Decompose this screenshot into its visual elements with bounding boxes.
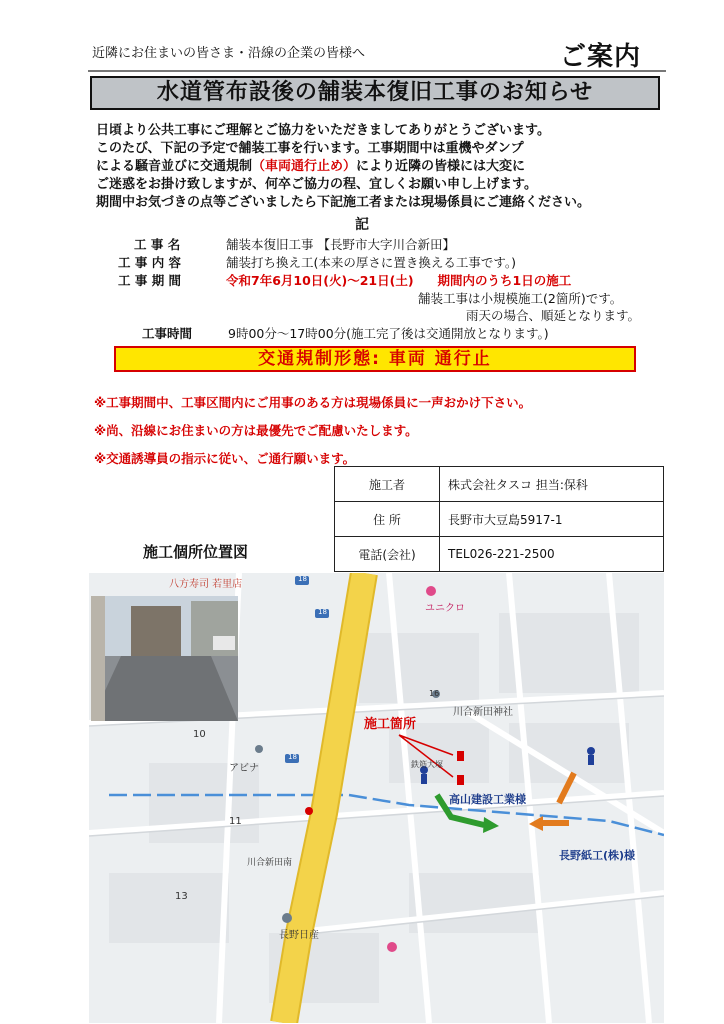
intro-line: 日頃より公共工事にご理解とご協力をいただきましてありがとうございます。: [96, 123, 550, 138]
poi-pin-icon: [387, 942, 397, 952]
detail-label: 工 事 名: [134, 237, 181, 252]
intro-line: [96, 158, 666, 176]
detail-name-row: [134, 235, 455, 253]
addressee-line: 近隣にお住まいの皆さま・沿線の企業の皆様へ: [92, 46, 366, 61]
intro-text: により近隣の皆様には大変に: [356, 159, 526, 174]
car-dealer-pin-icon: [282, 913, 292, 923]
map-number: 16: [429, 689, 440, 698]
traffic-closure-highlight: （車両通行止め）: [252, 159, 357, 174]
detail-content-row: [118, 253, 516, 271]
route-number: 18: [318, 608, 327, 616]
site-label: 施工箇所: [364, 717, 417, 732]
intro-paragraph: [96, 122, 666, 212]
traffic-guard-body: [588, 755, 594, 765]
contractor-value: 株式会社タスコ 担当:保科: [440, 467, 664, 502]
detail-value: 舗装本復旧工事 【長野市大字川合新田】: [226, 237, 455, 252]
contractor-table: [334, 466, 664, 572]
nagano-paper-label: 長野紙工(株)様: [559, 849, 636, 862]
period-sub-line: 雨天の場合、順延となります。: [466, 308, 641, 323]
poi-pin-icon: [255, 745, 263, 753]
detail-label: 工 事 内 容: [118, 255, 182, 270]
route-number: 18: [288, 753, 297, 761]
contractor-key: 施工者: [335, 467, 440, 502]
map-label: 川合新田神社: [453, 707, 513, 718]
detail-value: 9時00分～17時00分(施工完了後は交通開放となります。): [228, 326, 549, 341]
notice-item: ※工事期間中、工事区間内にご用事のある方は現場係員に一声おかけ下さい。: [94, 395, 532, 410]
uniqlo-pin-icon: [426, 586, 436, 596]
intro-line: このたび、下記の予定で舗装工事を行います。工事期間中は重機やダンプ: [96, 141, 524, 156]
intro-line: ご迷惑をお掛け致しますが、何卒ご協力の程、宜しくお願い申し上げます。: [96, 177, 537, 192]
detail-value: 舗装打ち換え工(本来の厚さに置き換える工事です。): [226, 255, 517, 270]
map-label: ユニクロ: [425, 603, 465, 614]
table-row: [335, 537, 664, 572]
map-label: アビナ: [229, 763, 259, 774]
intro-text: による騒音並びに交通規制: [96, 159, 253, 174]
map-number: 13: [175, 891, 188, 902]
contractor-value: 長野市大豆島5917-1: [440, 502, 664, 537]
notice-badge: ご案内: [560, 42, 642, 72]
notice-item: ※尚、沿線にお住まいの方は最優先でご配慮いたします。: [94, 423, 418, 438]
route-number: 18: [298, 575, 307, 583]
detail-time-row: [142, 324, 549, 342]
map-title: 施工個所位置図: [143, 543, 249, 561]
contractor-key: 電話(会社): [335, 537, 440, 572]
notice-item: ※交通誘導員の指示に従い、ご通行願います。: [94, 451, 356, 466]
map-label: 鉄筋大塚: [411, 760, 443, 769]
detail-label: 工事時間: [142, 326, 193, 341]
traffic-guard-body: [421, 774, 427, 784]
header-rule: [88, 70, 666, 72]
contractor-key: 住 所: [335, 502, 440, 537]
detail-value: 令和7年6月10日(火)～21日(土): [226, 273, 414, 288]
contractor-value: TEL026-221-2500: [440, 537, 664, 572]
ki-heading: 記: [355, 217, 369, 233]
construction-site-icon: [457, 751, 464, 761]
traffic-guard-icon: [587, 747, 595, 755]
period-note: 期間内のうち1日の施工: [437, 273, 572, 288]
poi-pin-icon: [305, 807, 313, 815]
map-label: 八方寿司 若里店: [169, 579, 243, 590]
street-photo-graphic: [91, 596, 238, 721]
map-label: 長野日産: [279, 930, 319, 941]
map-number: 11: [229, 816, 242, 827]
street-photo: [91, 596, 238, 721]
table-row: [335, 467, 664, 502]
takayama-label: 高山建設工業様: [449, 793, 526, 806]
intro-line: 期間中お気づきの点等ございましたら下記施工者または現場係員にご連絡ください。: [96, 195, 591, 210]
detail-period-row: [118, 271, 571, 289]
construction-site-icon: [457, 775, 464, 785]
map-label: 川合新田南: [247, 858, 293, 868]
traffic-regulation-banner: 交通規制形態: 車両 通行止: [114, 346, 636, 372]
map-number: 10: [193, 729, 206, 740]
page-title: 水道管布設後の舗装本復旧工事のお知らせ: [90, 76, 660, 110]
table-row: [335, 502, 664, 537]
period-sub-line: 舗装工事は小規模施工(2箇所)です。: [418, 291, 623, 306]
detail-label: 工 事 期 間: [118, 273, 182, 288]
